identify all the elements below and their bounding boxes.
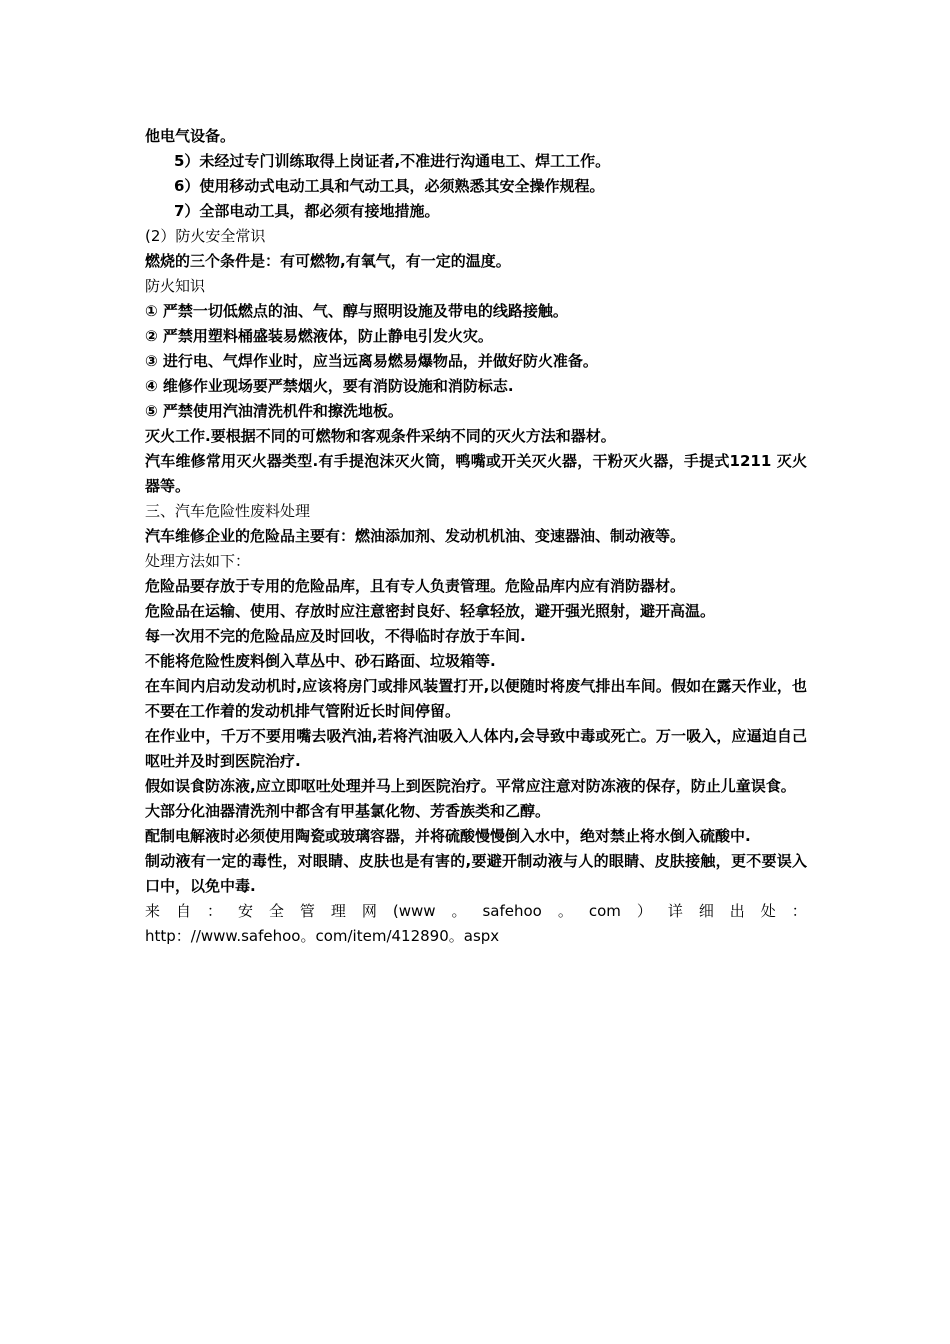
paragraph-line: 不能将危险性废料倒入草丛中、砂石路面、垃圾箱等. <box>145 652 496 670</box>
source-line <box>145 899 807 924</box>
paragraph-line: 汽车维修企业的危险品主要有：燃油添加剂、发动机机油、变速器油、制动液等。 <box>145 527 686 545</box>
paragraph-line: 他电气设备。 <box>145 127 236 145</box>
subheading-fire-knowledge: 防火知识 <box>145 277 206 295</box>
fire-rule-2: ② 严禁用塑料桶盛装易燃液体，防止静电引发火灾。 <box>145 327 493 345</box>
source-url: http：//www.safehoo。com/item/412890。aspx <box>145 927 500 945</box>
paragraph-antifreeze: 假如误食防冻液,应立即呕吐处理并马上到医院治疗。平常应注意对防冻液的保存，防止儿童误食。 <box>145 777 796 795</box>
fire-rule-3: ③ 进行电、气焊作业时，应当远离易燃易爆物品，并做好防火准备。 <box>145 352 598 370</box>
paragraph-line: 危险品在运输、使用、存放时应注意密封良好、轻拿轻放，避开强光照射，避开高温。 <box>145 602 716 620</box>
source-char: com <box>588 902 621 920</box>
section-heading-fire-safety: (2）防火安全常识 <box>145 227 266 245</box>
list-item-5: 5）未经过专门训练取得上岗证者,不准进行沟通电工、焊工工作。 <box>174 152 611 170</box>
source-char: 网 <box>361 902 377 920</box>
source-char: ： <box>206 902 222 920</box>
source-char: 出 <box>729 902 745 920</box>
source-char: 全 <box>268 902 284 920</box>
paragraph-gasoline: 在作业中，千万不要用嘴去吸汽油,若将汽油吸入人体内,会导致中毒或死亡。万一吸入，应逼迫自己呕吐并及时到医院治疗. <box>145 727 807 770</box>
fire-rule-1: ① 严禁一切低燃点的油、气、醇与照明设施及带电的线路接触。 <box>145 302 568 320</box>
source-char: ： <box>791 902 807 920</box>
list-item-7: 7）全部电动工具，都必须有接地措施。 <box>174 202 440 220</box>
document-page <box>145 124 807 949</box>
source-char: 安 <box>237 902 253 920</box>
paragraph-line: 危险品要存放于专用的危险品库，且有专人负责管理。危险品库内应有消防器材。 <box>145 577 686 595</box>
list-item-6: 6）使用移动式电动工具和气动工具，必须熟悉其安全操作规程。 <box>174 177 605 195</box>
subheading-methods: 处理方法如下： <box>145 552 251 570</box>
source-char: 处 <box>760 902 776 920</box>
paragraph-line: 燃烧的三个条件是：有可燃物,有氧气，有一定的温度。 <box>145 252 511 270</box>
source-char: 自 <box>175 902 191 920</box>
source-char: 详 <box>667 902 683 920</box>
fire-rule-4: ④ 维修作业现场要严禁烟火，要有消防设施和消防标志. <box>145 377 514 395</box>
source-char: 。 <box>451 902 467 920</box>
paragraph-line: 灭火工作.要根据不同的可燃物和客观条件采纳不同的灭火方法和器材。 <box>145 427 616 445</box>
source-char: 来 <box>145 902 161 920</box>
paragraph-line: 大部分化油器清洗剂中都含有甲基氯化物、芳香族类和乙醇。 <box>145 802 551 820</box>
paragraph-extinguishers: 汽车维修常用灭火器类型.有手提泡沫灭火筒，鸭嘴或开关灭火器，干粉灭火器，手提式1211 灭火器等。 <box>145 452 807 495</box>
source-char: ） <box>636 902 652 920</box>
source-char: 。 <box>557 902 573 920</box>
fire-rule-5: ⑤ 严禁使用汽油清洗机件和擦洗地板。 <box>145 402 403 420</box>
source-char: 理 <box>330 902 346 920</box>
source-char: 细 <box>698 902 714 920</box>
source-char: safehoo <box>482 902 542 920</box>
section-heading-hazardous-waste: 三、汽车危险性废料处理 <box>145 502 311 520</box>
source-char: 管 <box>299 902 315 920</box>
paragraph-brake-fluid: 制动液有一定的毒性，对眼睛、皮肤也是有害的,要避开制动液与人的眼睛、皮肤接触，更不要误入口中，以免中毒. <box>145 852 807 895</box>
source-char: (www <box>392 902 436 920</box>
paragraph-line: 每一次用不完的危险品应及时回收，不得临时存放于车间. <box>145 627 526 645</box>
paragraph-electrolyte: 配制电解液时必须使用陶瓷或玻璃容器，并将硫酸慢慢倒入水中，绝对禁止将水倒入硫酸中. <box>145 827 751 845</box>
paragraph-engine-exhaust: 在车间内启动发动机时,应该将房门或排风装置打开,以便随时将废气排出车间。假如在露天作业，也不要在工作着的发动机排气管附近长时间停留。 <box>145 677 807 720</box>
